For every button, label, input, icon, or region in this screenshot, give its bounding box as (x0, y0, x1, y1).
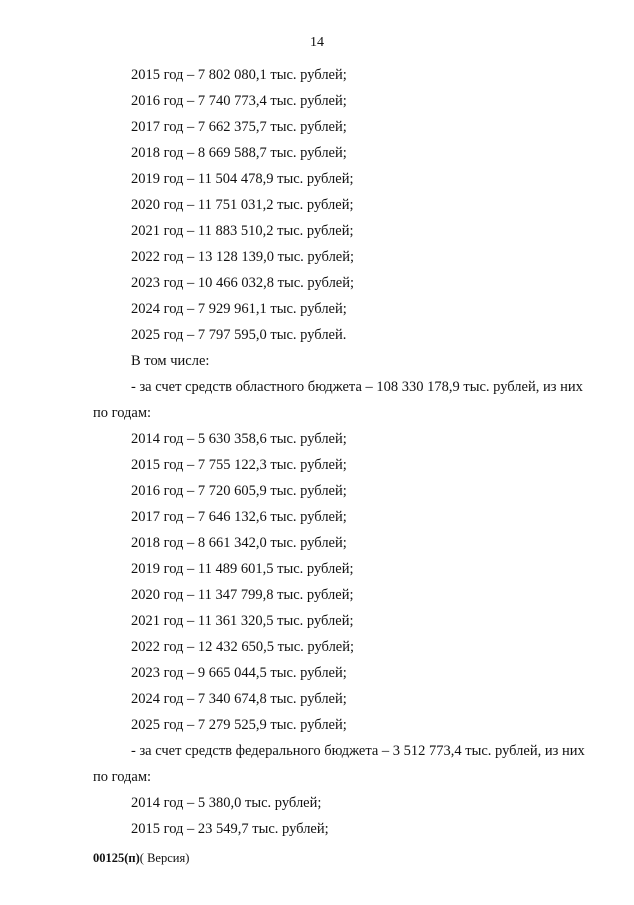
document-footer (93, 851, 189, 866)
text-line: 2025 год – 7 797 595,0 тыс. рублей. (131, 327, 347, 343)
document-code: 00125(п) (93, 851, 140, 865)
text-line: 2022 год – 12 432 650,5 тыс. рублей; (131, 639, 355, 655)
text-line: 2015 год – 23 549,7 тыс. рублей; (131, 821, 329, 837)
text-line: по годам: (93, 405, 152, 421)
text-line: 2020 год – 11 751 031,2 тыс. рублей; (131, 197, 354, 213)
text-line: 2022 год – 13 128 139,0 тыс. рублей; (131, 249, 355, 265)
text-line: 2017 год – 7 646 132,6 тыс. рублей; (131, 509, 347, 525)
text-line: 2018 год – 8 669 588,7 тыс. рублей; (131, 145, 347, 161)
text-line: 2023 год – 9 665 044,5 тыс. рублей; (131, 665, 347, 681)
text-line: 2023 год – 10 466 032,8 тыс. рублей; (131, 275, 355, 291)
text-line: 2019 год – 11 489 601,5 тыс. рублей; (131, 561, 354, 577)
text-line: - за счет средств федерального бюджета – 3 512 773,4 тыс. рублей, из них (131, 743, 585, 759)
text-line: 2024 год – 7 340 674,8 тыс. рублей; (131, 691, 347, 707)
document-body (0, 62, 634, 842)
document-version: ( Версия) (139, 851, 190, 865)
text-line: 2017 год – 7 662 375,7 тыс. рублей; (131, 119, 347, 135)
text-line: - за счет средств областного бюджета – 108 330 178,9 тыс. рублей, из них (131, 379, 583, 395)
text-line: 2019 год – 11 504 478,9 тыс. рублей; (131, 171, 354, 187)
text-line: 2021 год – 11 883 510,2 тыс. рублей; (131, 223, 354, 239)
text-line: 2014 год – 5 630 358,6 тыс. рублей; (131, 431, 347, 447)
text-line: 2014 год – 5 380,0 тыс. рублей; (131, 795, 322, 811)
text-line: 2021 год – 11 361 320,5 тыс. рублей; (131, 613, 354, 629)
text-line: В том числе: (131, 353, 210, 369)
text-line: 2015 год – 7 802 080,1 тыс. рублей; (131, 67, 347, 83)
page-number: 14 (310, 35, 324, 50)
text-line: 2016 год – 7 720 605,9 тыс. рублей; (131, 483, 347, 499)
text-line: 2018 год – 8 661 342,0 тыс. рублей; (131, 535, 347, 551)
text-line: 2024 год – 7 929 961,1 тыс. рублей; (131, 301, 347, 317)
text-line: 2020 год – 11 347 799,8 тыс. рублей; (131, 587, 354, 603)
text-line: 2015 год – 7 755 122,3 тыс. рублей; (131, 457, 347, 473)
text-line: по годам: (93, 769, 152, 785)
text-line: 2016 год – 7 740 773,4 тыс. рублей; (131, 93, 347, 109)
text-line: 2025 год – 7 279 525,9 тыс. рублей; (131, 717, 347, 733)
